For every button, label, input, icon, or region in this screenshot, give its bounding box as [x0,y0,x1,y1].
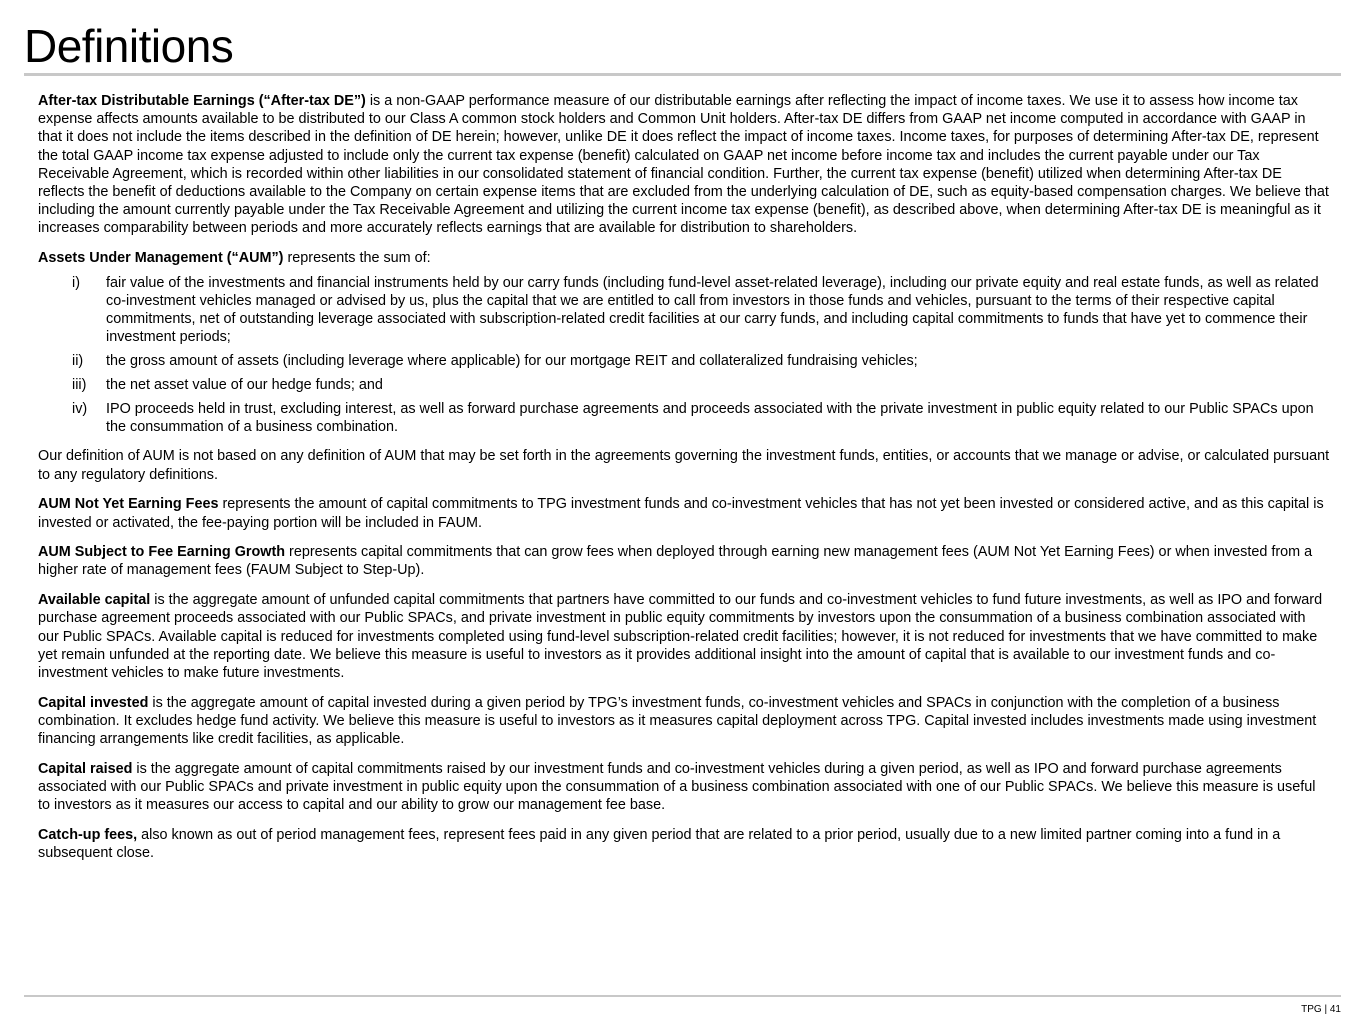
list-item-text: the gross amount of assets (including leverage where applicable) for our mortgage REIT and collateralized fundraising vehicles; [106,353,918,370]
list-marker: iv) [72,400,88,417]
definition-term: Capital invested [38,694,149,711]
list-item [38,274,1330,347]
list-marker: iii) [72,376,87,393]
definition-aum-not-yet-earning-fees [38,495,1330,531]
definition-text: also known as out of period management fees, represent fees paid in any given period that are related to a prior period, usually due to a new limited partner coming into a fund in a subsequent close. [38,826,1281,862]
definition-available-capital [38,591,1330,682]
definition-after-tax-de [38,92,1330,238]
aum-components-list [38,274,1330,436]
list-item [38,400,1330,436]
list-item-text: fair value of the investments and financial instruments held by our carry funds (including fund-level asset-related leverage), including our private equity and real estate funds, as well as related co-investment vehicles managed or advised by us, plus the capital that we are entitled to call from investors in those funds and vehicles, pursuant to the terms of their respective capital commitments, net of outstanding leverage associated with subscription-related credit facilities at our carry funds, and including capital commitments to funds that have yet to commence their investment periods; [106,274,1319,346]
list-marker: ii) [72,353,84,370]
definition-text: represents capital commitments that can grow fees when deployed through earning new management fees (AUM Not Yet Earning Fees) or when invested from a higher rate of management fees (FAUM Subject to Step-Up). [38,544,1313,579]
list-item [38,352,1330,370]
page-footer: TPG | 41 [1301,1004,1341,1015]
footer-divider [24,995,1341,997]
aum-note: Our definition of AUM is not based on any definition of AUM that may be set forth in the agreements governing the investment funds, entities, or accounts that we manage or advise, or calculated pursuant to any regulatory definitions. [38,448,1330,483]
definition-text: is the aggregate amount of capital commitments raised by our investment funds and co-investment vehicles during a given period, as well as IPO and forward purchase agreements associated with our Public SPACs and private investment in public equity upon the consummation of a business combination associated with one of our Public SPACs. We believe this measure is useful to investors as it measures our access to capital and our ability to grow our management fee base. [38,760,1316,814]
list-item [38,376,1330,394]
definition-term: AUM Not Yet Earning Fees [38,496,219,513]
definition-term: Assets Under Management (“AUM”) [38,250,284,267]
definition-text: represents the amount of capital commitments to TPG investment funds and co-investment vehicles that has not yet been invested or considered active, and as this capital is invested or activated, the fee-paying portion will be included in FAUM. [38,496,1324,531]
definition-term: AUM Subject to Fee Earning Growth [38,544,286,561]
definitions-body [38,92,1330,874]
definition-capital-invested [38,694,1330,749]
title-divider [24,73,1341,76]
definition-aum-subject-to-fee-earning-growth [38,543,1330,579]
definition-term: After-tax Distributable Earnings (“After-tax DE”) [38,93,366,109]
definition-capital-raised [38,760,1330,815]
page-title: Definitions [24,20,234,72]
definition-text: represents the sum of: [283,250,431,267]
definition-aum [38,249,1330,267]
list-marker: i) [72,274,80,291]
list-item-text: the net asset value of our hedge funds; and [106,376,383,393]
definition-text: is the aggregate amount of capital invested during a given period by TPG’s investment funds, co-investment vehicles and SPACs in conjunction with the completion of a business combination. It excludes hedge fund activity. We believe this measure is useful to investors as it measures capital deployment across TPG. Capital invested includes investments made using investment financing arrangements like credit facilities, as applicable. [38,694,1317,748]
definition-catch-up-fees [38,826,1330,862]
definition-term: Available capital [38,592,151,609]
list-item-text: IPO proceeds held in trust, excluding interest, as well as forward purchase agreements and proceeds associated with the private investment in public equity related to our Public SPACs upon the consummation of a business combination. [106,400,1314,435]
definition-text: is a non-GAAP performance measure of our distributable earnings after reflecting the impact of income taxes. We use it to assess how income tax expense affects amounts available to be distributed to our Class A common stock holders and Common Unit holders. After-tax DE differs from GAAP net income computed in accordance with GAAP in that it does not include the items described in the definition of DE herein; however, unlike DE it does reflect the impact of income taxes. Income taxes, for purposes of determining After-tax DE, represent the total GAAP income tax expense adjusted to include only the current tax expense (benefit) calculated on GAAP net income before income tax and includes the current payable under our Tax Receivable Agreement, which is recorded within other liabilities in our consolidated statement of financial condition. Further, the current tax expense (benefit) utilized when determining After-tax DE reflects the benefit of deductions available to the Company on certain expense items that are excluded from the underlying calculation of DE, such as equity-based compensation charges. We believe that including the amount currently payable under the Tax Receivable Agreement and utilizing the current income tax expense (benefit), as described above, when determining After-tax DE is meaningful as it increases comparability between periods and more accurately reflects earnings that are available for distribution to shareholders. [38,93,1329,237]
definition-term: Capital raised [38,760,133,777]
definition-term: Catch-up fees, [38,826,138,843]
definition-text: is the aggregate amount of unfunded capital commitments that partners have committed to our funds and co-investment vehicles to fund future investments, as well as IPO and forward purchase agreement proceeds associated with our Public SPACs, and private investment in public equity commitments by investors upon the consummation of a business combination associated with our Public SPACs. Available capital is reduced for investments completed using fund-level subscription-related credit facilities; however, it is not reduced for investments that we have committed to make yet remain unfunded at the reporting date. We believe this measure is useful to investors as it provides additional insight into the amount of capital that is available to our investment funds and co-investment vehicles to make future investments. [38,592,1323,681]
